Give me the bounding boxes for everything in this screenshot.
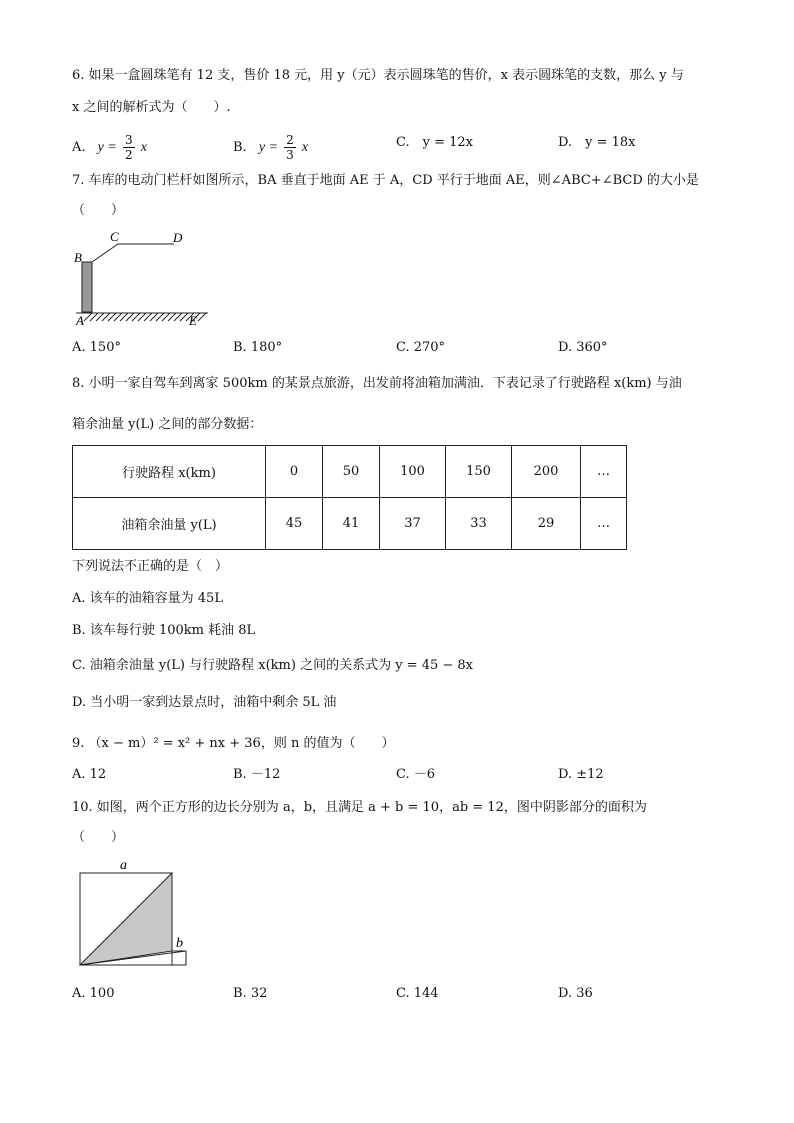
table-row-header: 油箱余油量 y(L) bbox=[73, 498, 266, 550]
q6-option-b-numerator: 2 bbox=[286, 133, 294, 147]
q6-option-a bbox=[72, 133, 147, 162]
shaded-region bbox=[80, 873, 172, 965]
q9-option-a: A. 12 bbox=[72, 767, 107, 782]
table-cell: 50 bbox=[323, 446, 380, 498]
table-cell: 100 bbox=[380, 446, 446, 498]
table-cell: 150 bbox=[446, 446, 512, 498]
q6-stem-line2: x 之间的解析式为（ ）. bbox=[72, 100, 231, 115]
q8-option-b: B. 该车每行驶 100km 耗油 8L bbox=[72, 623, 256, 638]
table-row bbox=[73, 446, 627, 498]
q10-option-d: D. 36 bbox=[558, 986, 593, 1001]
q7-option-b: B. 180° bbox=[233, 340, 283, 355]
q8-stem-line1: 8. 小明一家自驾车到离家 500km 的某景点旅游，出发前将油箱加满油．下表记录了行驶路程 x(km) 与油 bbox=[72, 376, 682, 391]
q10-option-a: A. 100 bbox=[72, 986, 115, 1001]
table-cell: 29 bbox=[512, 498, 581, 550]
label-b: B bbox=[74, 250, 82, 265]
table-cell: … bbox=[581, 498, 627, 550]
q10-option-b: B. 32 bbox=[233, 986, 268, 1001]
label-c: C bbox=[110, 229, 119, 244]
q6-option-b bbox=[233, 133, 308, 162]
q10-option-c: C. 144 bbox=[396, 986, 439, 1001]
q9-option-c: C. －6 bbox=[396, 767, 436, 782]
label-e: E bbox=[189, 313, 197, 328]
label-a: A bbox=[76, 313, 84, 328]
q8-option-a: A. 该车的油箱容量为 45L bbox=[72, 591, 223, 606]
q6-option-a-lhs: y = bbox=[97, 140, 117, 155]
square-b bbox=[172, 951, 186, 965]
q6-option-a-label: A. bbox=[72, 140, 86, 155]
q6-option-a-denominator: 2 bbox=[124, 148, 133, 162]
q6-option-a-var: x bbox=[140, 140, 147, 155]
q8-data-table bbox=[72, 445, 627, 550]
q6-option-a-numerator: 3 bbox=[124, 133, 133, 147]
table-row bbox=[73, 498, 627, 550]
table-row-header: 行驶路程 x(km) bbox=[73, 446, 266, 498]
table-cell: 45 bbox=[266, 498, 323, 550]
label-b-side: b bbox=[176, 936, 183, 951]
q10-stem-line1: 10. 如图，两个正方形的边长分别为 a，b，且满足 a + b = 10，ab = 12，图中阴影部分的面积为 bbox=[72, 800, 647, 815]
table-cell: 33 bbox=[446, 498, 512, 550]
q6-option-d: D. y = 18x bbox=[558, 135, 636, 150]
q9-option-d: D. ±12 bbox=[558, 767, 604, 782]
q9-stem: 9. （x − m）² = x² + nx + 36，则 n 的值为（ ） bbox=[72, 736, 395, 751]
table-cell: 200 bbox=[512, 446, 581, 498]
q8-option-d: D. 当小明一家到达景点时，油箱中剩余 5L 油 bbox=[72, 695, 337, 710]
q6-option-b-fraction bbox=[284, 133, 296, 162]
q9-option-b: B. －12 bbox=[233, 767, 281, 782]
q6-option-b-label: B. bbox=[233, 140, 247, 155]
table-cell: 37 bbox=[380, 498, 446, 550]
q8-prompt: 下列说法不正确的是（ ） bbox=[72, 559, 229, 574]
ground-hatching bbox=[84, 313, 206, 321]
table-cell: … bbox=[581, 446, 627, 498]
q7-option-d: D. 360° bbox=[558, 340, 608, 355]
label-a-side: a bbox=[120, 858, 127, 873]
q8-option-c: C. 油箱余油量 y(L) 与行驶路程 x(km) 之间的关系式为 y = 45 − 8x bbox=[72, 658, 474, 673]
q6-option-a-fraction bbox=[123, 133, 135, 162]
q6-option-b-lhs: y = bbox=[258, 140, 278, 155]
label-d: D bbox=[173, 230, 183, 245]
q6-option-b-denominator: 3 bbox=[286, 148, 294, 162]
segment-bc bbox=[92, 244, 118, 262]
table-cell: 0 bbox=[266, 446, 323, 498]
q10-stem-line2: （ ） bbox=[72, 830, 125, 845]
q8-stem-line2: 箱余油量 y(L) 之间的部分数据： bbox=[72, 417, 263, 432]
gate-barrier-figure bbox=[70, 228, 220, 328]
barrier-pole bbox=[82, 262, 92, 312]
q7-stem-line2: （ ） bbox=[72, 203, 125, 218]
table-cell: 41 bbox=[323, 498, 380, 550]
q6-option-c: C. y = 12x bbox=[396, 135, 473, 150]
q6-stem-line1: 6. 如果一盒圆珠笔有 12 支，售价 18 元，用 y（元）表示圆珠笔的售价，x 表示圆珠笔的支数，那么 y 与 bbox=[72, 68, 684, 83]
q7-option-a: A. 150° bbox=[72, 340, 121, 355]
two-squares-figure bbox=[70, 855, 200, 975]
q7-stem-line1: 7. 车库的电动门栏杆如图所示，BA 垂直于地面 AE 于 A，CD 平行于地面 AE，则∠ABC+∠BCD 的大小是 bbox=[72, 173, 699, 188]
q6-option-b-var: x bbox=[301, 140, 309, 155]
q7-option-c: C. 270° bbox=[396, 340, 446, 355]
